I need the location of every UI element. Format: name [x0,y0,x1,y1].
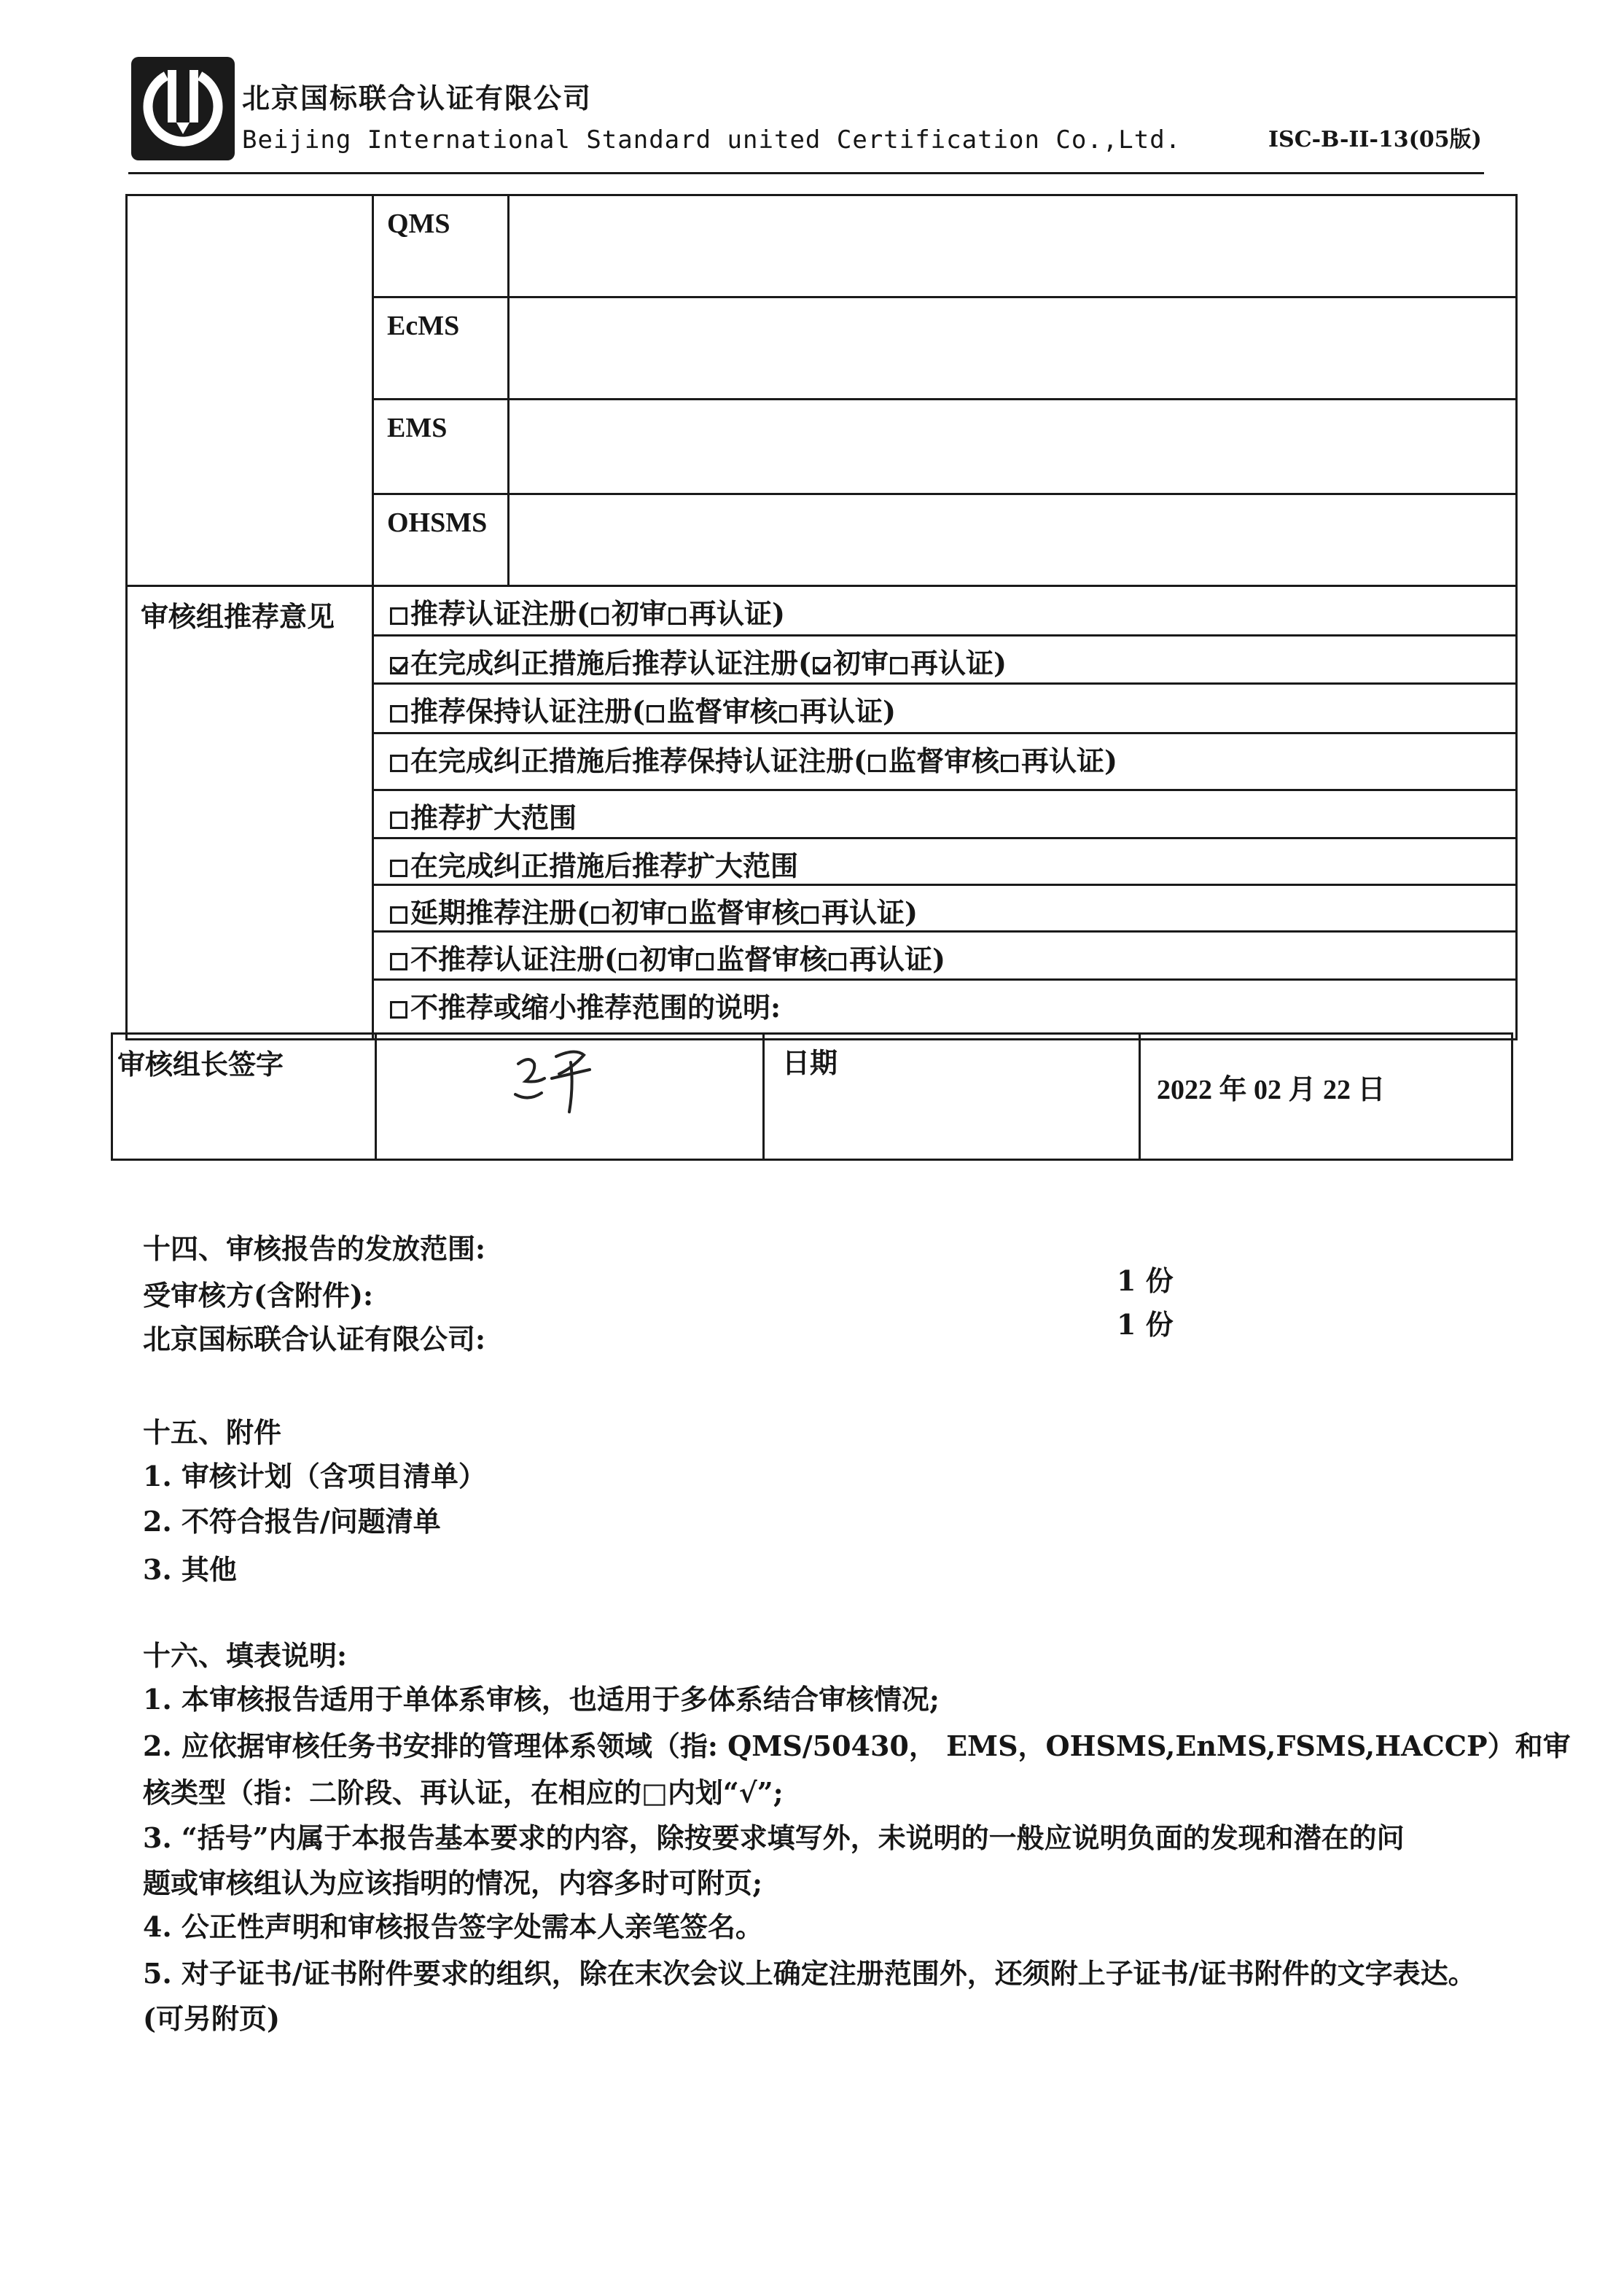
option-text: 在完成纠正措施后推荐扩大范围 [410,849,799,882]
handwritten-signature [508,1040,610,1121]
recommendation-option[interactable] [373,733,1517,790]
table-left-blank-cell [127,195,373,586]
checkbox-checked-icon[interactable] [813,657,830,674]
checkbox-checked-icon[interactable] [390,657,407,674]
section-16-title: 十六、填表说明: [143,1639,348,1672]
option-text: 再认证) [849,943,945,976]
option-text: 再认证) [821,896,918,929]
recommendation-option[interactable] [373,586,1517,636]
recommendation-option[interactable] [373,636,1517,684]
checkbox-icon[interactable] [390,705,407,723]
system-content-ohsms[interactable] [509,494,1517,586]
attachment-item: 2. 不符合报告/问题清单 [143,1505,441,1538]
company-name-cn: 北京国标联合认证有限公司 [242,82,593,114]
leader-signature-label: 审核组长签字 [112,1034,376,1160]
system-label-ems: EMS [373,400,509,494]
instruction-line: 4. 公正性声明和审核报告签字处需本人亲笔签名。 [143,1910,763,1943]
option-text: 不推荐认证注册( [410,943,617,976]
checkbox-icon[interactable] [390,812,407,829]
option-text: 推荐认证注册( [410,597,590,630]
checkbox-icon[interactable] [890,657,907,674]
checkbox-icon[interactable] [390,953,407,970]
leader-signature-field[interactable] [376,1034,764,1160]
checkbox-icon[interactable] [591,607,609,625]
section-15-title: 十五、附件 [143,1416,282,1449]
attachment-item: 3. 其他 [143,1553,237,1586]
checkbox-icon[interactable] [668,906,686,924]
instruction-line: 题或审核组认为应该指明的情况，内容多时可附页; [143,1867,763,1899]
section-14-title: 十四、审核报告的发放范围: [143,1232,486,1265]
attachment-item: 1. 审核计划（含项目清单） [143,1460,486,1492]
option-text: 在完成纠正措施后推荐认证注册( [410,647,811,680]
system-label-ecms: EcMS [373,297,509,400]
instruction-line: 5. 对子证书/证书附件要求的组织，除在末次会议上确定注册范围外，还须附上子证书/证书附件的文字表达。 [143,1957,1476,1990]
checkbox-icon[interactable] [779,705,797,723]
recommendation-option[interactable] [373,838,1517,885]
distribution-copies: 1 份 [1117,1308,1174,1341]
audit-recommendation-table [125,194,1518,1040]
option-text: 不推荐或缩小推荐范围的说明: [410,991,781,1024]
instruction-line: 核类型（指：二阶段、再认证，在相应的□内划“√”; [143,1776,784,1809]
option-text: 初审 [611,896,667,929]
option-text: 在完成纠正措施后推荐保持认证注册( [410,744,867,777]
option-text: 初审 [832,647,889,680]
distribution-party: 北京国标联合认证有限公司: [143,1323,486,1355]
date-label: 日期 [764,1034,1140,1160]
option-text: 推荐保持认证注册( [410,695,645,728]
instruction-line: (可另附页) [143,2002,280,2035]
company-name-en: Beijing International Standard united Certification Co.,Ltd. [242,125,1182,155]
checkbox-icon[interactable] [668,607,686,625]
system-label-qms: QMS [373,195,509,297]
checkbox-icon[interactable] [868,755,886,772]
system-label-ohsms: OHSMS [373,494,509,586]
signature-table [111,1032,1513,1161]
option-text: 监督审核 [888,744,999,777]
recommendation-option[interactable] [373,980,1517,1040]
date-value[interactable]: 2022 年 02 月 22 日 [1140,1034,1512,1160]
form-code: ISC-B-II-13(05版) [1268,127,1482,152]
recommendation-option[interactable] [373,885,1517,932]
option-text: 初审 [639,943,695,976]
system-content-ems[interactable] [509,400,1517,494]
checkbox-icon[interactable] [696,953,714,970]
instruction-line: 3. “括号”内属于本报告基本要求的内容，除按要求填写外，未说明的一般应说明负面的发现和潜在的问 [143,1821,1405,1854]
checkbox-icon[interactable] [591,906,609,924]
distribution-copies: 1 份 [1117,1264,1174,1297]
checkbox-icon[interactable] [801,906,819,924]
option-text: 再认证) [910,647,1007,680]
option-text: 延期推荐注册( [410,896,590,929]
recommendation-option[interactable] [373,790,1517,838]
checkbox-icon[interactable] [390,755,407,772]
instruction-line: 2. 应依据审核任务书安排的管理体系领域（指: QMS/50430， EMS，OHSMS,EnMS,FSMS,HACCP）和审 [143,1729,1571,1762]
checkbox-icon[interactable] [647,705,664,723]
option-text: 推荐扩大范围 [410,801,577,834]
option-text: 监督审核 [666,695,778,728]
option-text: 再认证) [689,597,785,630]
header-divider [128,172,1484,174]
option-text: 再认证) [800,695,896,728]
instruction-line: 1. 本审核报告适用于单体系审核，也适用于多体系结合审核情况; [143,1683,940,1716]
checkbox-icon[interactable] [390,860,407,877]
system-content-ecms[interactable] [509,297,1517,400]
checkbox-icon[interactable] [390,1001,407,1019]
company-logo [128,54,238,163]
checkbox-icon[interactable] [390,607,407,625]
option-text: 监督审核 [717,943,828,976]
checkbox-icon[interactable] [1001,755,1018,772]
distribution-party: 受审核方(含附件): [143,1279,373,1312]
option-text: 再认证) [1021,744,1117,777]
recommendation-option[interactable] [373,684,1517,733]
checkbox-icon[interactable] [390,906,407,924]
recommendation-option[interactable] [373,932,1517,980]
recommendation-label: 审核组推荐意见 [127,586,373,1040]
option-text: 初审 [611,597,667,630]
checkbox-icon[interactable] [619,953,636,970]
option-text: 监督审核 [689,896,800,929]
system-content-qms[interactable] [509,195,1517,297]
checkbox-icon[interactable] [829,953,846,970]
